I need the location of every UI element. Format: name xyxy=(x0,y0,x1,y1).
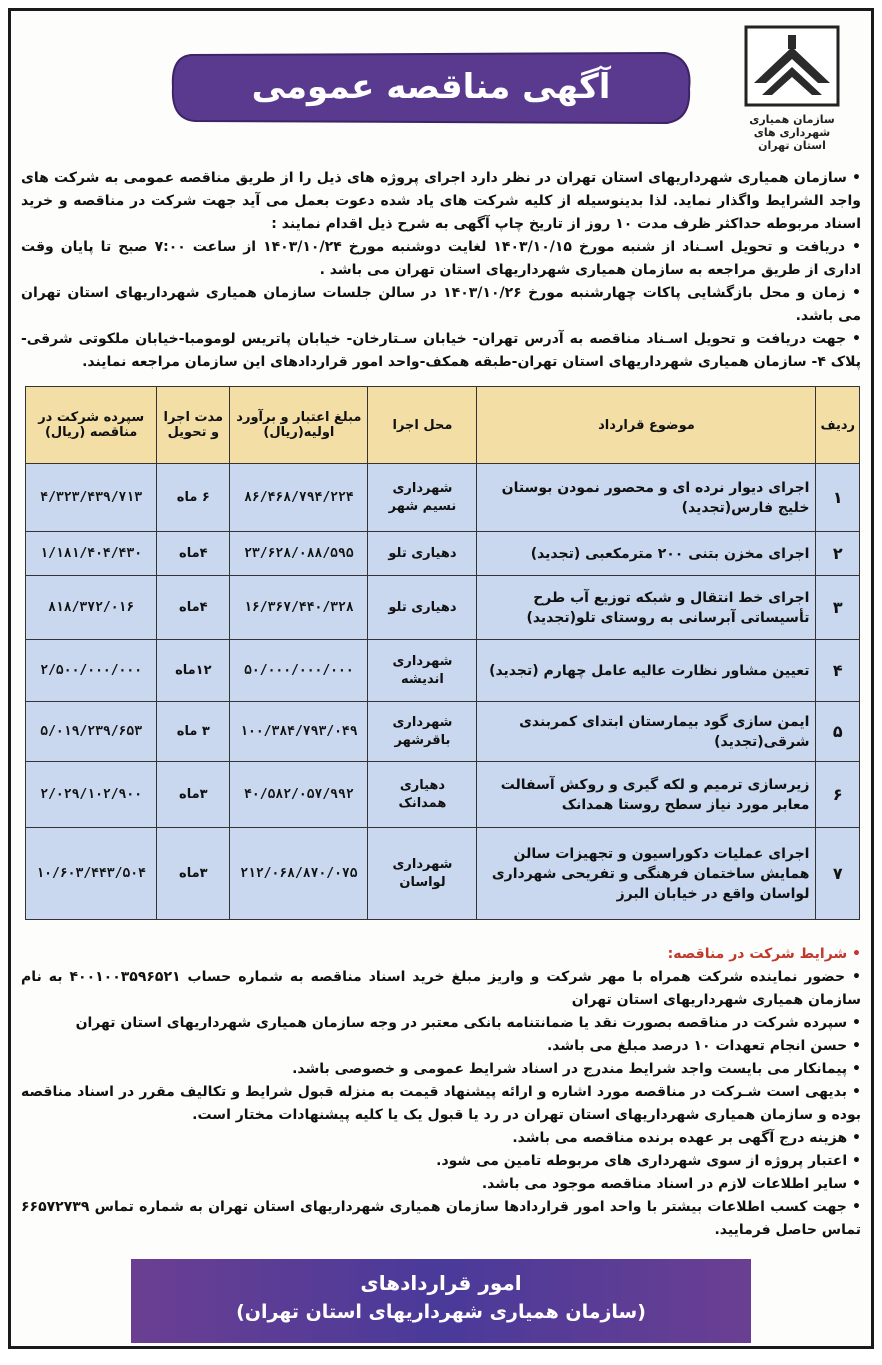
tender-table xyxy=(25,386,860,920)
condition-item: • سایر اطلاعات لازم در اسناد مناقصه موجود می باشد. xyxy=(481,1176,861,1192)
row-deposit: ۴/۳۲۳/۴۳۹/۷۱۳ xyxy=(26,464,157,532)
footer-organization: (سازمان همیاری شهرداریهای استان تهران) xyxy=(236,1301,646,1323)
row-idx: ۲ xyxy=(816,532,860,576)
row-budget: ۱۶/۳۶۷/۴۴۰/۳۲۸ xyxy=(230,576,368,640)
header-idx: ردیف xyxy=(816,387,860,464)
page-title: آگهی مناقصه عمومی xyxy=(251,67,611,107)
intro-paragraph: • دریافت و تحویل اسـناد از شنبه مورخ ۱۴۰۳/۱۰/۱۵ لغایت دوشنبه مورخ ۱۴۰۳/۱۰/۲۴ از ساعت ۷:۰۰ صبح تا پایان وقت اداری از طریق مراجعه به سازمان همیاری شهرداریهای استان تهران می باشد . xyxy=(21,239,861,278)
table-header-row xyxy=(26,387,860,464)
row-idx: ۵ xyxy=(816,702,860,762)
row-subject: ایمن سازی گود بیمارستان ابتدای کمربندی شرقی(تجدید) xyxy=(477,702,816,762)
row-budget: ۲۳/۶۲۸/۰۸۸/۵۹۵ xyxy=(230,532,368,576)
intro-paragraph: • سازمان همیاری شهرداریهای استان تهران در نظر دارد اجرای پروژه های ذیل را از طریق مناقصه عمومی به شرکت های واجد الشرایط واگذار نماید. لذا بدینوسیله از کلیه شرکت های یاد شده دعوت بعمل می آید جهت شرکت در مناقصه و خرید اسناد مربوطه حداکثر ظرف مدت ۱۰ روز از تاریخ چاپ آگهی به شرح ذیل اقدام نمایند : xyxy=(21,170,861,232)
row-duration: ۴ماه xyxy=(157,576,230,640)
row-subject: اجرای دیوار نرده ای و محصور نمودن بوستان خلیج فارس(تجدید) xyxy=(477,464,816,532)
row-location: شهرداری اندیشه xyxy=(368,640,477,702)
row-idx: ۶ xyxy=(816,762,860,828)
row-deposit: ۵/۰۱۹/۲۳۹/۶۵۳ xyxy=(26,702,157,762)
table-row xyxy=(26,464,860,532)
row-budget: ۲۱۲/۰۶۸/۸۷۰/۰۷۵ xyxy=(230,828,368,920)
row-deposit: ۲/۵۰۰/۰۰۰/۰۰۰ xyxy=(26,640,157,702)
row-subject: اجرای عملیات دکوراسیون و تجهیزات سالن همایش ساختمان فرهنگی و تفریحی شهرداری لواسان واقع در خیابان البرز xyxy=(477,828,816,920)
row-budget: ۵۰/۰۰۰/۰۰۰/۰۰۰ xyxy=(230,640,368,702)
row-duration: ۳ماه xyxy=(157,762,230,828)
row-location: دهیاری تلو xyxy=(368,576,477,640)
condition-item: • پیمانکار می بایست واجد شرایط مندرج در اسناد شرایط عمومی و خصوصی باشد. xyxy=(292,1061,861,1077)
table-row xyxy=(26,828,860,920)
table-row xyxy=(26,762,860,828)
row-duration: ۱۲ماه xyxy=(157,640,230,702)
conditions-section xyxy=(21,943,861,1242)
row-idx: ۱ xyxy=(816,464,860,532)
row-location: دهیاری همدانک xyxy=(368,762,477,828)
condition-item: • حضور نماینده شرکت همراه با مهر شرکت و واریز مبلغ خرید اسناد مناقصه به شماره حساب ۴۰۰۱۰۰۳۵۹۶۵۲۱ به نام سازمان همیاری شهرداریهای استان تهران xyxy=(21,969,861,1008)
row-budget: ۱۰۰/۳۸۴/۷۹۳/۰۴۹ xyxy=(230,702,368,762)
row-location: شهرداری باقرشهر xyxy=(368,702,477,762)
footer-banner xyxy=(131,1259,751,1343)
logo-emblem-icon xyxy=(744,25,840,107)
condition-item: • حسن انجام تعهدات ۱۰ درصد مبلغ می باشد. xyxy=(546,1038,861,1054)
title-banner xyxy=(161,47,701,127)
table-row xyxy=(26,702,860,762)
row-location: شهرداری نسیم شهر xyxy=(368,464,477,532)
tender-notice xyxy=(8,8,874,1349)
row-idx: ۴ xyxy=(816,640,860,702)
row-deposit: ۲/۰۲۹/۱۰۲/۹۰۰ xyxy=(26,762,157,828)
header-duration: مدت اجرا و تحویل xyxy=(157,387,230,464)
intro-section xyxy=(21,167,861,374)
condition-item: • جهت کسب اطلاعات بیشتر با واحد امور قراردادها سازمان همیاری شهرداریهای استان تهران به شماره تماس ۶۶۵۷۲۷۳۹ تماس حاصل فرمایید. xyxy=(21,1199,861,1238)
row-deposit: ۱/۱۸۱/۴۰۴/۴۳۰ xyxy=(26,532,157,576)
header-deposit: سپرده شرکت در مناقصه (ریال) xyxy=(26,387,157,464)
footer-department: امور قراردادهای xyxy=(360,1271,522,1295)
row-duration: ۴ماه xyxy=(157,532,230,576)
row-idx: ۷ xyxy=(816,828,860,920)
row-duration: ۳ ماه xyxy=(157,702,230,762)
organization-logo xyxy=(727,25,857,155)
table-row xyxy=(26,640,860,702)
condition-item: • بدیهی است شـرکت در مناقصه مورد اشاره و ارائه پیشنهاد قیمت به منزله قبول شرایط و تکالیف مقرر در اسناد مناقصه بوده و سازمان همیاری شهرداریهای استان تهران در رد یا قبول یک یا کلیه پیشنهادات مختار است. xyxy=(21,1084,861,1123)
table-row xyxy=(26,532,860,576)
intro-paragraph: • جهت دریافت و تحویل اسـناد مناقصه به آدرس تهران- خیابان سـتارخان- خیابان پاتریس لومومبا-خیابان ملکوتی شرقی-پلاک ۴- سازمان همیاری شهرداریهای استان تهران-طبقه همکف-واحد امور قراردادهای این سازمان مراجعه نمایند. xyxy=(21,331,861,370)
row-idx: ۳ xyxy=(816,576,860,640)
row-subject: تعیین مشاور نظارت عالیه عامل چهارم (تجدید) xyxy=(477,640,816,702)
condition-item: • هزینه درج آگهی بر عهده برنده مناقصه می باشد. xyxy=(512,1130,861,1146)
condition-item: • سپرده شرکت در مناقصه بصورت نقد یا ضمانتنامه بانکی معتبر در وجه سازمان همیاری شهرداریهای استان تهران xyxy=(75,1015,861,1031)
row-duration: ۳ماه xyxy=(157,828,230,920)
header xyxy=(11,11,871,161)
condition-item: • اعتبار پروژه از سوی شهرداری های مربوطه تامین می شود. xyxy=(436,1153,861,1169)
row-subject: اجرای خط انتقال و شبکه توزیع آب طرح تأسیساتی آبرسانی به روستای تلو(تجدید) xyxy=(477,576,816,640)
logo-caption-line2: استان تهران xyxy=(758,139,826,152)
logo-caption xyxy=(727,113,857,152)
conditions-title: • شرایط شرکت در مناقصه: xyxy=(667,946,861,962)
row-subject: زیرسازی ترمیم و لکه گیری و روکش آسفالت معابر مورد نیاز سطح روستا همدانک xyxy=(477,762,816,828)
row-location: دهیاری تلو xyxy=(368,532,477,576)
row-budget: ۸۶/۴۶۸/۷۹۴/۲۲۴ xyxy=(230,464,368,532)
header-subject: موضوع قرارداد xyxy=(477,387,816,464)
row-subject: اجرای مخزن بتنی ۲۰۰ مترمکعبی (تجدید) xyxy=(477,532,816,576)
logo-caption-line1: سازمان همیاری شهرداری های xyxy=(749,113,835,139)
row-budget: ۴۰/۵۸۲/۰۵۷/۹۹۲ xyxy=(230,762,368,828)
intro-paragraph: • زمان و محل بازگشایی پاکات چهارشنبه مورخ ۱۴۰۳/۱۰/۲۶ در سالن جلسات سازمان همیاری شهرداریهای استان تهران می باشد. xyxy=(21,285,861,324)
row-deposit: ۱۰/۶۰۳/۴۴۳/۵۰۴ xyxy=(26,828,157,920)
table-row xyxy=(26,576,860,640)
row-deposit: ۸۱۸/۳۷۲/۰۱۶ xyxy=(26,576,157,640)
row-location: شهرداری لواسان xyxy=(368,828,477,920)
header-location: محل اجرا xyxy=(368,387,477,464)
row-duration: ۶ ماه xyxy=(157,464,230,532)
header-budget: مبلغ اعتبار و برآورد اولیه(ریال) xyxy=(230,387,368,464)
